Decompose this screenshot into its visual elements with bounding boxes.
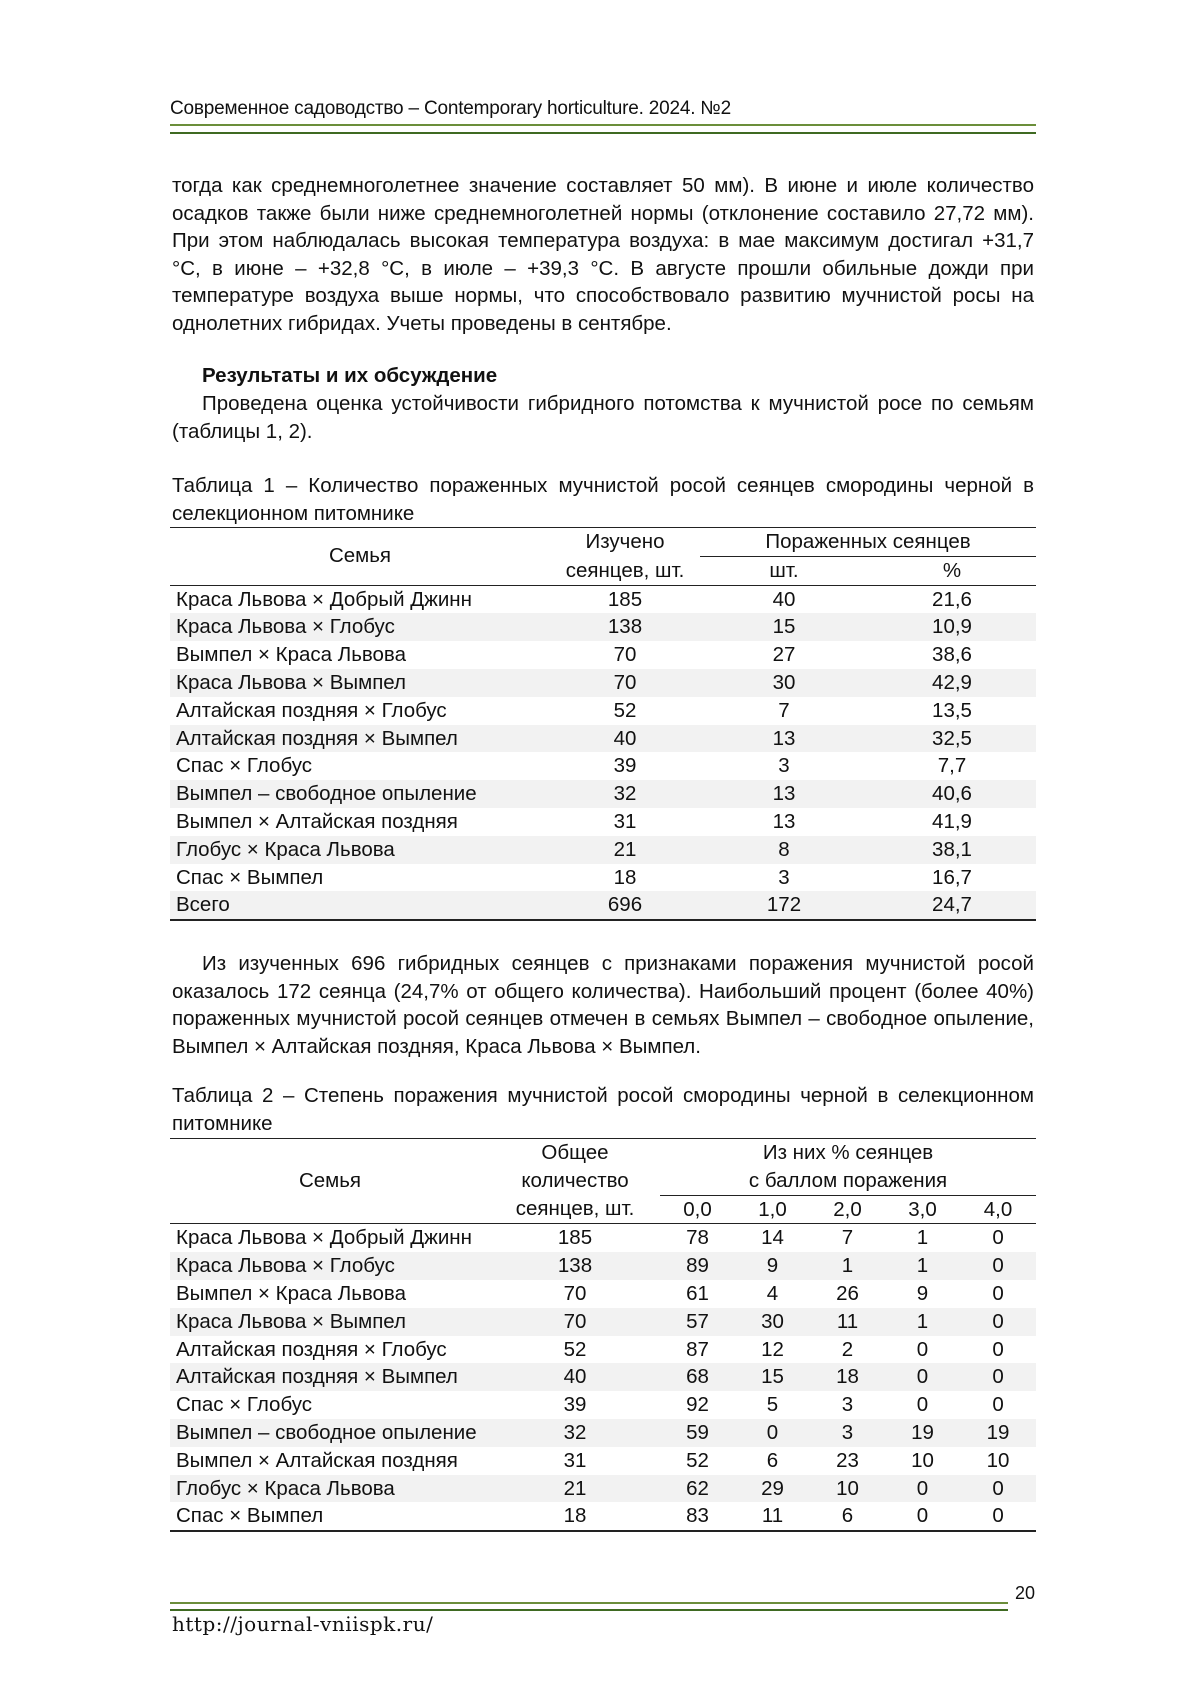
family-cell: Вымпел × Краса Львова: [176, 1281, 406, 1305]
table2-header-family: Семья: [298, 1169, 362, 1193]
table-row: [170, 1252, 1036, 1280]
value-cell: 15: [735, 1363, 810, 1391]
value-cell: 52: [563, 1337, 587, 1361]
value-cell: 14: [761, 1226, 784, 1250]
value-cell: 32: [550, 780, 700, 808]
value-cell: 0: [992, 1393, 1004, 1417]
value-cell: 30: [735, 1308, 810, 1336]
value-cell: 1: [885, 1308, 960, 1336]
value-cell: 0: [960, 1308, 1036, 1336]
family-cell: Спас × Вымпел: [176, 865, 324, 889]
value-cell: 2: [841, 1337, 854, 1361]
value-cell: 172: [700, 891, 868, 920]
value-cell: 70: [490, 1308, 660, 1336]
value-cell: 7,7: [937, 754, 967, 778]
table1-header-pcs: шт.: [700, 556, 868, 585]
table1-caption: Таблица 1 – Количество пораженных мучнистой росой сеянцев смородины черной в селекционном питомнике: [172, 474, 1034, 525]
value-cell: 19: [885, 1419, 960, 1447]
value-cell: 10,9: [868, 613, 1036, 641]
value-cell: 3: [810, 1419, 885, 1447]
value-cell: 18: [810, 1363, 885, 1391]
value-cell: 185: [557, 1226, 593, 1250]
table-row: [170, 1280, 1036, 1308]
page-number: 20: [1015, 1583, 1036, 1603]
family-cell: Краса Львова × Глобус: [170, 1252, 490, 1280]
value-cell: 39: [563, 1393, 587, 1417]
value-cell: 0: [960, 1475, 1036, 1503]
value-cell: 4: [766, 1281, 779, 1305]
family-cell: Глобус × Краса Львова: [170, 836, 550, 864]
value-cell: 68: [660, 1363, 735, 1391]
table-row: [170, 725, 1036, 753]
value-cell: 6: [766, 1448, 779, 1472]
value-cell: 13,5: [932, 698, 972, 722]
value-cell: 13: [700, 725, 868, 753]
value-cell: 10: [810, 1475, 885, 1503]
value-cell: 18: [563, 1504, 587, 1528]
value-cell: 3: [778, 865, 790, 889]
table-row: [170, 1447, 1036, 1475]
table2-header-score: 4,0: [960, 1195, 1036, 1224]
family-cell: Вымпел – свободное опыление: [170, 780, 550, 808]
value-cell: 40,6: [868, 780, 1036, 808]
value-cell: 12: [761, 1337, 784, 1361]
paragraph-intro-tables: Проведена оценка устойчивости гибридного потомства к мучнистой росе по семьям (таблицы 1, 2).: [172, 392, 1034, 443]
value-cell: 30: [700, 669, 868, 697]
family-cell: Алтайская поздняя × Глобус: [176, 1337, 447, 1361]
footer-rule: [170, 1602, 1008, 1611]
value-cell: 31: [613, 809, 637, 833]
value-cell: 32: [490, 1419, 660, 1447]
value-cell: 70: [550, 669, 700, 697]
value-cell: 38,1: [868, 836, 1036, 864]
value-cell: 0: [885, 1475, 960, 1503]
table2: [170, 1138, 1036, 1532]
family-cell: Алтайская поздняя × Вымпел: [170, 1363, 490, 1391]
table-row: [170, 836, 1036, 864]
value-cell: 78: [686, 1226, 709, 1250]
value-cell: 0: [735, 1419, 810, 1447]
value-cell: 0: [992, 1337, 1004, 1361]
value-cell: 83: [686, 1504, 709, 1528]
table1-header-family: Семья: [328, 544, 392, 568]
value-cell: 42,9: [868, 669, 1036, 697]
table-row: [170, 891, 1036, 920]
table2-header-total-line1: Общее количество: [521, 1141, 629, 1193]
value-cell: 21,6: [932, 587, 972, 611]
value-cell: 138: [490, 1252, 660, 1280]
table2-header-score: 0,0: [660, 1195, 735, 1224]
value-cell: 29: [735, 1475, 810, 1503]
value-cell: 10: [986, 1448, 1010, 1472]
table-row: [170, 1224, 1036, 1252]
value-cell: 9: [916, 1281, 929, 1305]
value-cell: 8: [700, 836, 868, 864]
value-cell: 1: [810, 1252, 885, 1280]
value-cell: 0: [992, 1281, 1004, 1305]
value-cell: 0: [960, 1363, 1036, 1391]
value-cell: 24,7: [868, 891, 1036, 920]
table-row: [170, 1336, 1036, 1364]
table1-body: [170, 585, 1036, 920]
value-cell: 23: [836, 1448, 859, 1472]
table-row: [170, 1391, 1036, 1419]
family-cell: Всего: [170, 891, 550, 920]
value-cell: 40: [772, 587, 796, 611]
section-heading: Результаты и их обсуждение: [202, 364, 498, 387]
table-row: [170, 1475, 1036, 1503]
table1-header-studied-line2: сеянцев, шт.: [550, 556, 700, 585]
table2-header-total: [490, 1139, 660, 1224]
value-cell: 19: [960, 1419, 1036, 1447]
family-cell: Краса Львова × Вымпел: [170, 669, 550, 697]
value-cell: 61: [686, 1281, 709, 1305]
value-cell: 138: [550, 613, 700, 641]
value-cell: 0: [992, 1226, 1004, 1250]
table2-header-score: 1,0: [735, 1195, 810, 1224]
value-cell: 57: [660, 1308, 735, 1336]
value-cell: 15: [700, 613, 868, 641]
value-cell: 32,5: [868, 725, 1036, 753]
value-cell: 0: [960, 1252, 1036, 1280]
value-cell: 38,6: [932, 643, 972, 667]
value-cell: 40: [550, 725, 700, 753]
value-cell: 13: [700, 780, 868, 808]
table2-body: [170, 1224, 1036, 1531]
value-cell: 59: [660, 1419, 735, 1447]
value-cell: 40: [490, 1363, 660, 1391]
table1-header-pct: %: [868, 556, 1036, 585]
value-cell: 1: [916, 1226, 929, 1250]
value-cell: 13: [772, 809, 796, 833]
value-cell: 70: [563, 1281, 587, 1305]
family-cell: Глобус × Краса Львова: [170, 1475, 490, 1503]
journal-header: Современное садоводство – Contemporary horticulture. 2024. №2: [170, 98, 731, 119]
value-cell: 9: [735, 1252, 810, 1280]
value-cell: 21: [490, 1475, 660, 1503]
header-rule: [170, 124, 1036, 134]
value-cell: 7: [778, 698, 790, 722]
value-cell: 3: [841, 1393, 854, 1417]
value-cell: 89: [660, 1252, 735, 1280]
family-cell: Вымпел × Алтайская поздняя: [176, 1448, 458, 1472]
table-row: [170, 864, 1036, 892]
table2-header-group-line2: с баллом поражения: [660, 1167, 1036, 1195]
family-cell: Спас × Глобус: [176, 1393, 313, 1417]
table2-header-group-line1: Из них % сеянцев: [762, 1141, 934, 1164]
value-cell: 26: [836, 1281, 859, 1305]
value-cell: 185: [607, 587, 643, 611]
table1-header-studied-line1: Изучено: [585, 530, 665, 554]
family-cell: Алтайская поздняя × Вымпел: [170, 725, 550, 753]
paragraph-weather: тогда как среднемноголетнее значение составляет 50 мм). В июне и июле количество осадков также были ниже среднемноголетней нормы (отклонение составило 27,72 мм). При этом наблюдалась высокая температура воздуха: в мае максимум достигал +31,7 °С, в июне – +32,8 °С, в июле – +39,3 °С. В августе прошли обильные дожди при температуре воздуха выше нормы, что способствовало развитию мучнистой росы на однолетних гибридах. Учеты проведены в сентябре.: [172, 174, 1034, 335]
table-row: [170, 613, 1036, 641]
value-cell: 52: [686, 1448, 709, 1472]
family-cell: Вымпел × Краса Львова: [176, 643, 406, 667]
value-cell: 1: [885, 1252, 960, 1280]
table-row: [170, 697, 1036, 725]
family-cell: Алтайская поздняя × Глобус: [176, 698, 447, 722]
value-cell: 62: [660, 1475, 735, 1503]
table2-header-total-line2: сеянцев, шт.: [515, 1197, 635, 1221]
value-cell: 16,7: [932, 865, 972, 889]
table-row: [170, 585, 1036, 613]
value-cell: 21: [550, 836, 700, 864]
table-row: [170, 780, 1036, 808]
value-cell: 10: [911, 1448, 934, 1472]
family-cell: Краса Львова × Вымпел: [170, 1308, 490, 1336]
table1: [170, 527, 1036, 921]
value-cell: 0: [916, 1337, 929, 1361]
table2-header-score: 3,0: [885, 1195, 960, 1224]
value-cell: 70: [613, 643, 637, 667]
value-cell: 11: [810, 1308, 885, 1336]
table-row: [170, 1419, 1036, 1447]
family-cell: Краса Львова × Добрый Джинн: [176, 1226, 472, 1250]
family-cell: Вымпел × Алтайская поздняя: [176, 809, 458, 833]
value-cell: 31: [563, 1448, 587, 1472]
table-row: [170, 1363, 1036, 1391]
value-cell: 41,9: [932, 809, 972, 833]
value-cell: 6: [841, 1504, 854, 1528]
table-row: [170, 808, 1036, 836]
value-cell: 3: [778, 754, 790, 778]
value-cell: 87: [686, 1337, 709, 1361]
table2-caption: Таблица 2 – Степень поражения мучнистой росой смородины черной в селекционном питомнике: [172, 1084, 1034, 1135]
value-cell: 52: [613, 698, 637, 722]
value-cell: 7: [841, 1226, 854, 1250]
table-row: [170, 641, 1036, 669]
value-cell: 11: [761, 1504, 784, 1528]
family-cell: Спас × Вымпел: [176, 1504, 324, 1528]
value-cell: 5: [766, 1393, 779, 1417]
value-cell: 696: [550, 891, 700, 920]
table2-header-score: 2,0: [810, 1195, 885, 1224]
value-cell: 27: [772, 643, 796, 667]
table-row: [170, 1308, 1036, 1336]
family-cell: Спас × Глобус: [176, 754, 313, 778]
value-cell: 0: [916, 1504, 929, 1528]
family-cell: Краса Львова × Добрый Джинн: [176, 587, 472, 611]
value-cell: 0: [885, 1363, 960, 1391]
value-cell: 39: [613, 754, 637, 778]
family-cell: Вымпел – свободное опыление: [170, 1419, 490, 1447]
table1-header-affected: Пораженных сеянцев: [700, 528, 1036, 557]
paragraph-results: Из изученных 696 гибридных сеянцев с признаками поражения мучнистой росой оказалось 172 сеянца (24,7% от общего количества). Наибольший процент (более 40%) пораженных мучнистой росой сеянцев отмечен в семьях Вымпел – свободное опыление, Вымпел × Алтайская поздняя, Краса Львова × Вымпел.: [172, 952, 1034, 1058]
table-row: [170, 1502, 1036, 1531]
value-cell: 0: [916, 1393, 929, 1417]
value-cell: 0: [992, 1504, 1004, 1528]
table-row: [170, 752, 1036, 780]
value-cell: 18: [613, 865, 637, 889]
value-cell: 92: [686, 1393, 709, 1417]
footer-url: http://journal-vniispk.ru/: [172, 1612, 434, 1636]
table-row: [170, 669, 1036, 697]
family-cell: Краса Львова × Глобус: [170, 613, 550, 641]
